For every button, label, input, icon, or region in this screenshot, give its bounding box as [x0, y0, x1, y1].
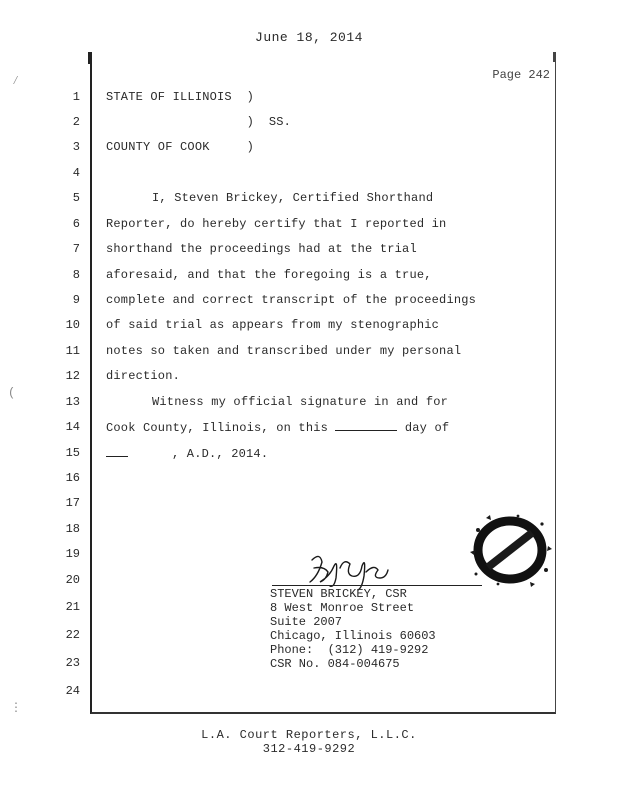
scan-artifact: ⋮: [10, 701, 22, 715]
line-number: 21: [65, 600, 80, 614]
frame-tick-left: [88, 52, 92, 64]
month-blank: [106, 446, 128, 457]
line-text: Witness my official signature in and for: [152, 395, 449, 409]
line-text: of said trial as appears from my stenographic: [106, 318, 440, 332]
certification-seal: [468, 512, 552, 588]
line-text: I, Steven Brickey, Certified Shorthand: [152, 191, 434, 205]
line-number: 15: [65, 446, 80, 460]
reporter-address2: Suite 2007: [270, 615, 343, 629]
scan-artifact: ⁄: [12, 74, 20, 88]
line-text-part: , A.D., 2014.: [172, 447, 269, 461]
line-text: STATE OF ILLINOIS ): [106, 90, 255, 104]
line-text: shorthand the proceedings had at the trial: [106, 242, 417, 256]
line-number: 5: [72, 191, 80, 205]
reporter-city: Chicago, Illinois 60603: [270, 629, 436, 643]
line-number: 6: [72, 217, 80, 231]
line-number: 11: [65, 344, 80, 358]
line-text: direction.: [106, 369, 181, 383]
scan-artifact: (: [8, 386, 16, 400]
line-number: 13: [65, 395, 80, 409]
line-number: 19: [65, 547, 80, 561]
line-number: 23: [65, 656, 80, 670]
line-text: ) SS.: [106, 115, 292, 129]
line-number: 10: [65, 318, 80, 332]
line-number: 9: [72, 293, 80, 307]
line-number: 12: [65, 369, 80, 383]
footer-company: L.A. Court Reporters, L.L.C.: [201, 728, 417, 742]
line-number: 24: [65, 684, 80, 698]
reporter-address1: 8 West Monroe Street: [270, 601, 415, 615]
reporter-csr-number: CSR No. 084-004675: [270, 657, 400, 671]
line-text-part: day of: [397, 421, 450, 435]
header-date: June 18, 2014: [255, 30, 363, 45]
line-number: 20: [65, 573, 80, 587]
line-number: 14: [65, 420, 80, 434]
line-text: COUNTY OF COOK ): [106, 140, 255, 154]
line-text-part: Cook County, Illinois, on this: [106, 421, 336, 435]
line-number: 2: [72, 115, 80, 129]
line-text: [106, 420, 449, 435]
line-text: aforesaid, and that the foregoing is a true,: [106, 268, 432, 282]
line-number: 16: [65, 471, 80, 485]
line-number: 22: [65, 628, 80, 642]
line-number: 17: [65, 496, 80, 510]
frame-tick-right: [553, 52, 556, 62]
line-number: 3: [72, 140, 80, 154]
date-blank: [335, 420, 397, 431]
line-text: complete and correct transcript of the proceedings: [106, 293, 477, 307]
footer-phone: 312-419-9292: [262, 742, 356, 756]
reporter-phone: Phone: (312) 419-9292: [270, 643, 429, 657]
page-label: Page 242: [492, 68, 550, 82]
line-number: 8: [72, 268, 80, 282]
line-number: 1: [72, 90, 80, 104]
line-number: 18: [65, 522, 80, 536]
reporter-name: STEVEN BRICKEY, CSR: [270, 587, 407, 601]
line-number: 4: [72, 166, 80, 180]
line-text: Reporter, do hereby certify that I reported in: [106, 217, 447, 231]
line-text: notes so taken and transcribed under my personal: [106, 344, 462, 358]
line-number: 7: [72, 242, 80, 256]
signature-line: [272, 585, 482, 586]
line-text: [106, 446, 268, 461]
